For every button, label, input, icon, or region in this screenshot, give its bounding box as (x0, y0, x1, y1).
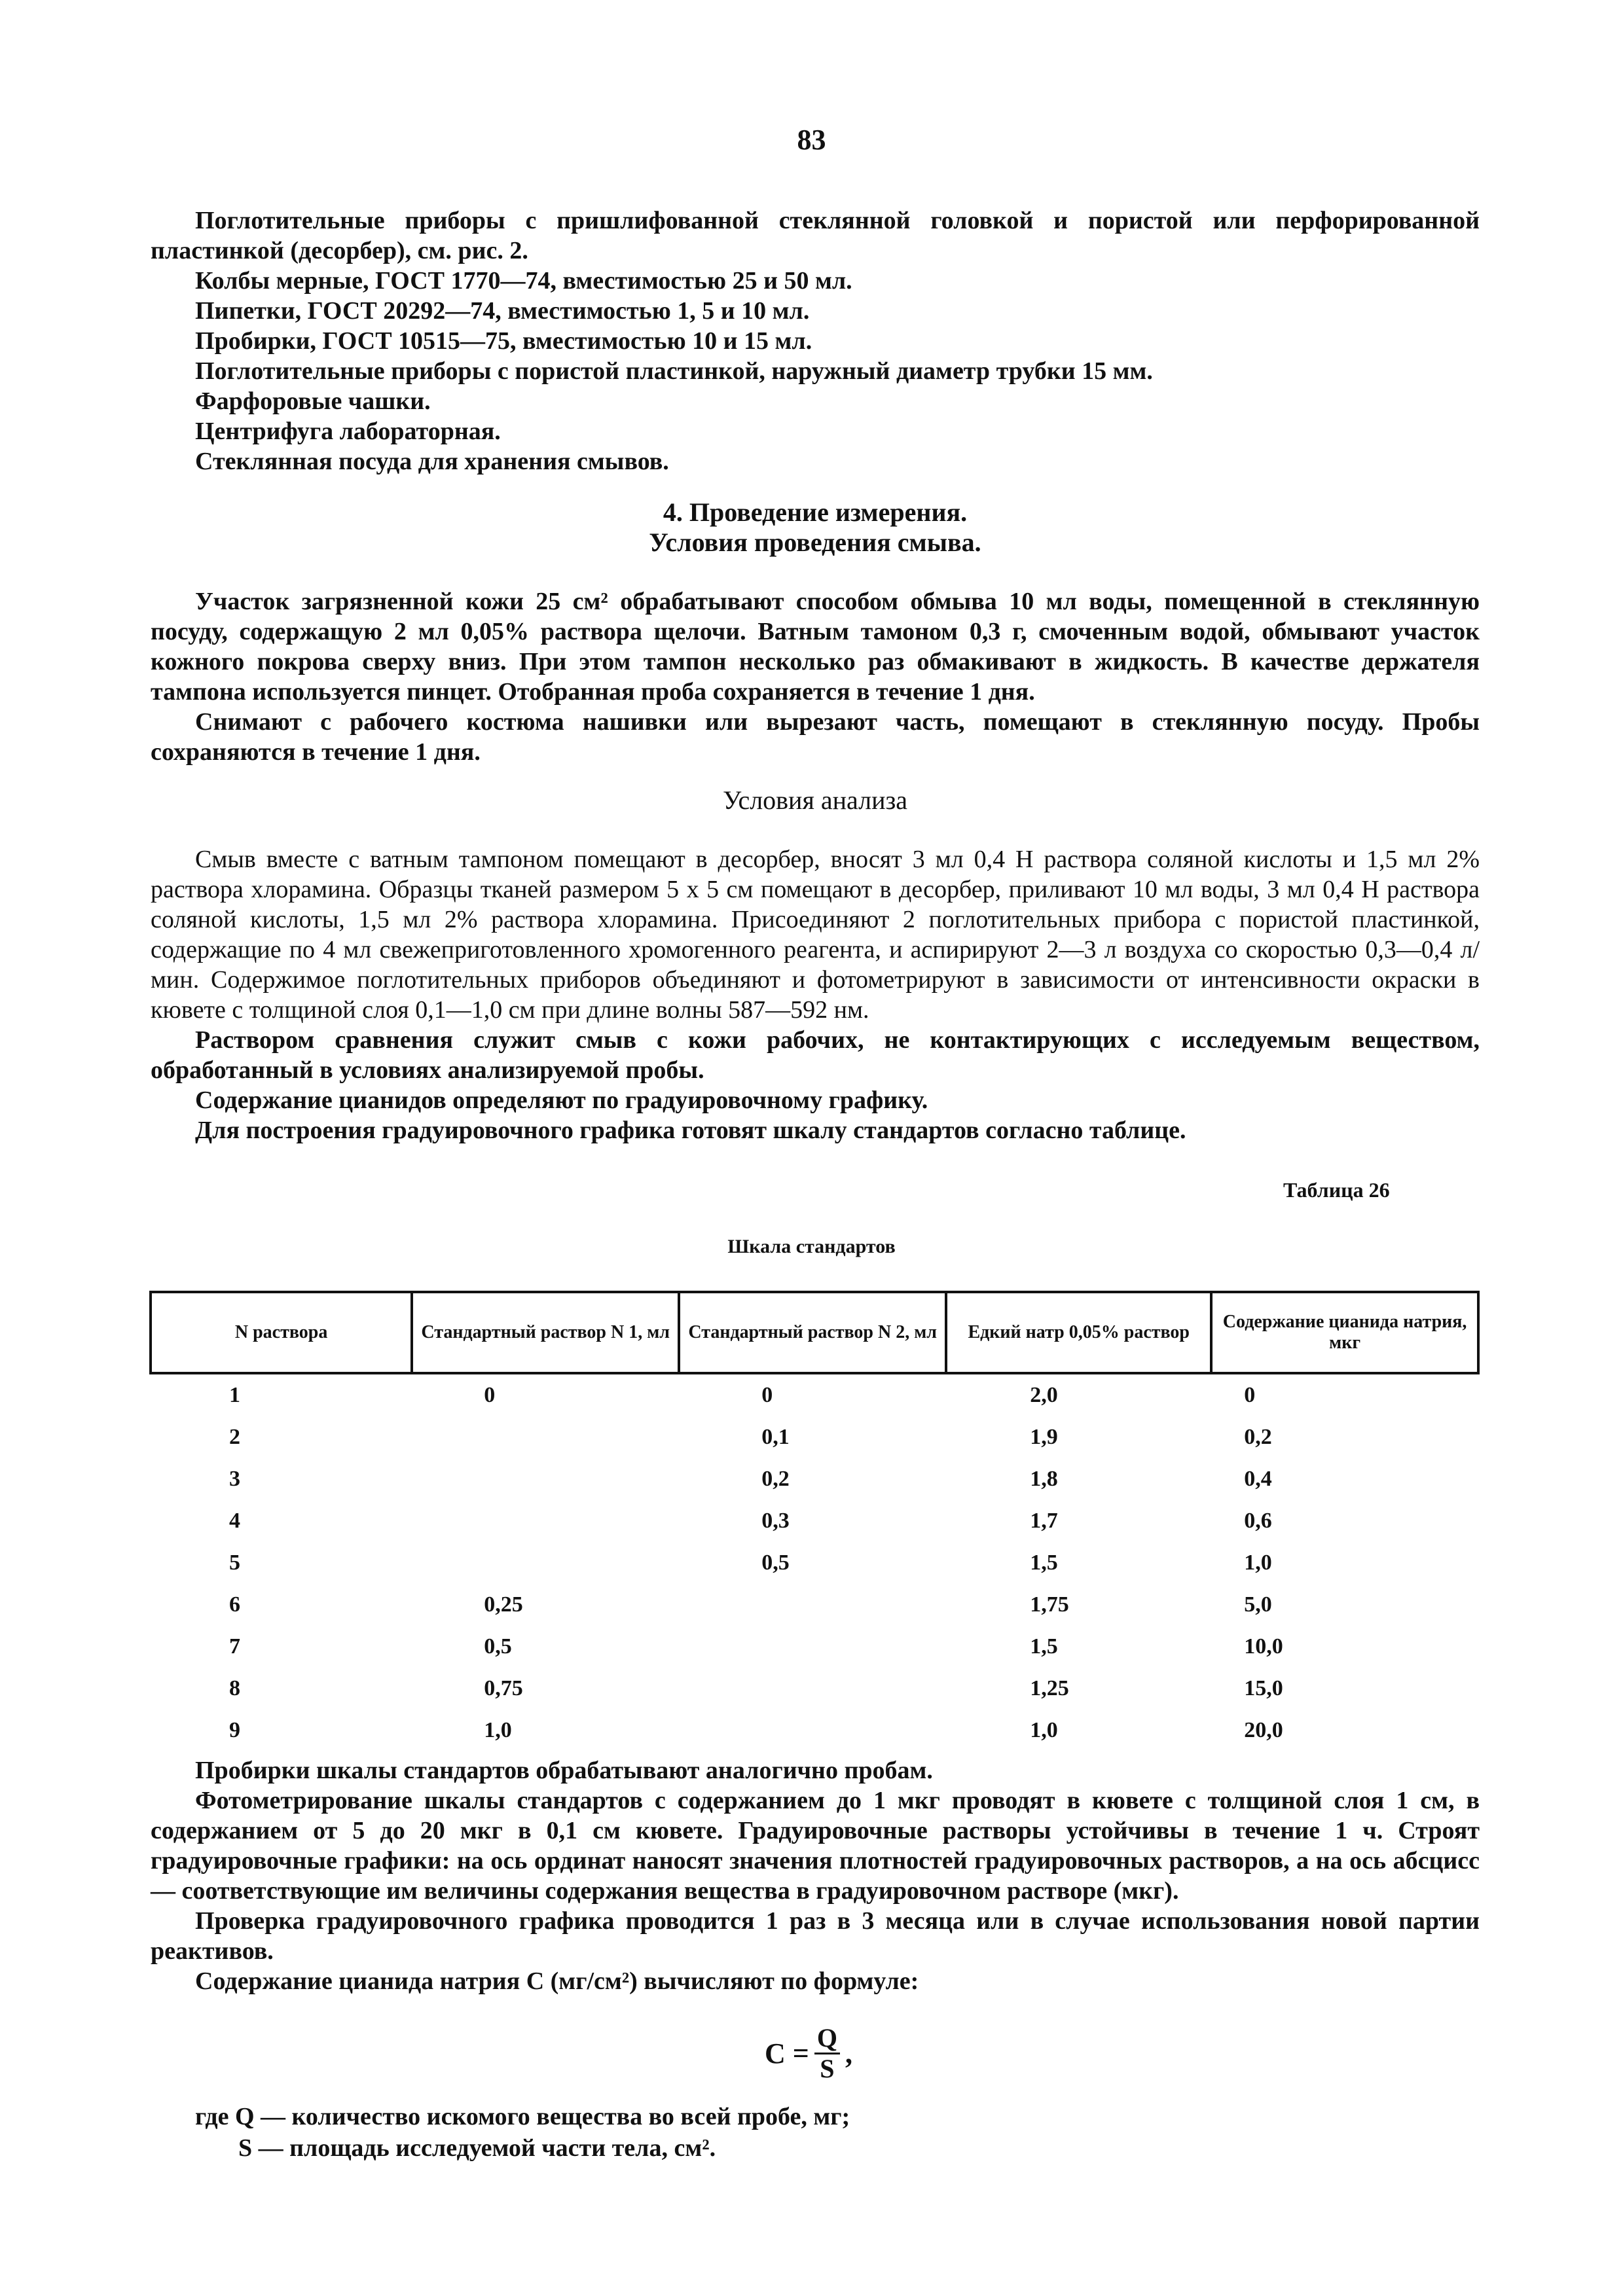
analysis-text (151, 844, 1480, 1145)
subsection-heading (151, 785, 1480, 816)
section-heading (151, 497, 1480, 558)
table-cell: 1 (229, 1383, 240, 1407)
table-row (151, 1584, 1478, 1626)
table-cell: 5,0 (1244, 1592, 1272, 1617)
table-cell: 0,5 (761, 1551, 790, 1575)
header-cell: Стандартный раствор N 2, мл (679, 1292, 946, 1373)
table-cell: 7 (229, 1634, 240, 1659)
table-row (151, 1500, 1478, 1542)
table-cell: 9 (229, 1718, 240, 1742)
table-cell (679, 1668, 946, 1710)
table-row (151, 1626, 1478, 1668)
table-cell: 0,25 (484, 1592, 523, 1617)
formula-legend (195, 2101, 850, 2164)
paragraph: Снимают с рабочего костюма нашивки или вырезают часть, помещают в стеклянную посуду. Пробы сохраняются в течение 1 дня. (151, 708, 1480, 766)
equipment-item: Стеклянная посуда для хранения смывов. (195, 448, 669, 475)
paragraph: Смыв вместе с ватным тампоном помещают в десорбер, вносят 3 мл 0,4 Н раствора соляной кислоты и 1,5 мл 2% раствора хлорамина. Образцы тканей размером 5 х 5 см помещают в десорбер, приливают 10 мл воды, 3 мл 0,4 Н раствора соляной кислоты, 1,5 мл 2% раствора хлорамина. Присоединяют 2 поглотительных прибора с пористой пластинкой, содержащие по 4 мл свежеприготовленного хромогенного реагента, и аспирируют 2—3 л воздуха со скоростью 0,3—0,4 л/мин. Содержимое поглотительных приборов объединяют и фотометрируют в зависимости от интенсивности окраски в кювете с толщиной слоя 0,1—1,0 см при длине волны 587—592 нм. (151, 846, 1480, 1024)
formula-tail: , (845, 2037, 852, 2070)
equipment-item: Фарфоровые чашки. (195, 387, 431, 415)
section-heading-line: 4. Проведение измерения. (663, 497, 968, 527)
equipment-item: Центрифуга лабораторная. (195, 418, 501, 445)
legend-line: где Q — количество искомого вещества во всей пробе, мг; (195, 2103, 850, 2130)
table-row (151, 1458, 1478, 1500)
table-cell: 1,8 (1030, 1467, 1058, 1491)
equipment-item: Поглотительные приборы с пришлифованной стеклянной головкой и пористой или перфорированной пластинкой (десорбер), см. рис. 2. (151, 207, 1480, 264)
table-cell: 1,5 (1030, 1551, 1058, 1575)
table-cell: 1,5 (1030, 1634, 1058, 1659)
table-cell: 4 (229, 1509, 240, 1533)
table-cell: 1,9 (1030, 1425, 1058, 1449)
table-cell: 0,6 (1244, 1509, 1272, 1533)
paragraph: Содержание цианидов определяют по градуировочному графику. (195, 1086, 928, 1114)
post-table-text (151, 1755, 1480, 1996)
equipment-item: Пипетки, ГОСТ 20292—74, вместимостью 1, 5 и 10 мл. (195, 297, 810, 325)
table-cell: 6 (229, 1592, 240, 1617)
header-cell: N раствора (151, 1292, 412, 1373)
sampling-text (151, 586, 1480, 767)
equipment-list (151, 206, 1480, 476)
formula-denominator: S (820, 2054, 835, 2083)
paragraph: Пробирки шкалы стандартов обрабатывают аналогично пробам. (195, 1757, 933, 1784)
table-cell: 1,25 (1030, 1676, 1069, 1700)
table-cell: 0,1 (761, 1425, 790, 1449)
paragraph: Участок загрязненной кожи 25 см² обрабатывают способом обмыва 10 мл воды, помещенной в стеклянную посуду, содержащую 2 мл 0,05% раствора щелочи. Ватным тамоном 0,3 г, смоченным водой, обмывают участок кожного покрова сверху вниз. При этом тампон несколько раз обмакивают в жидкость. В качестве держателя тампона используется пинцет. Отобранная проба сохраняется в течение 1 дня. (151, 588, 1480, 706)
table-header-row (151, 1292, 1478, 1373)
page-number: 83 (797, 124, 826, 156)
table-row (151, 1542, 1478, 1584)
table-cell (679, 1626, 946, 1668)
table-caption: Шкала стандартов (727, 1236, 896, 1257)
table-cell: 1,0 (484, 1718, 512, 1742)
equipment-item: Колбы мерные, ГОСТ 1770—74, вместимостью 25 и 50 мл. (195, 267, 852, 295)
table-cell: 0,4 (1244, 1467, 1272, 1491)
paragraph: Содержание цианида натрия С (мг/см²) вычисляют по формуле: (195, 1967, 919, 1995)
table-cell: 1,7 (1030, 1509, 1058, 1533)
subsection-heading-text: Условия анализа (722, 785, 908, 815)
table-cell: 0,2 (1244, 1425, 1272, 1449)
formula-lhs: С = (765, 2037, 809, 2070)
paragraph: Проверка градуировочного графика проводится 1 раз в 3 месяца или в случае использования новой партии реактивов. (151, 1907, 1480, 1965)
table-cell: 0 (484, 1383, 496, 1407)
header-cell: Едкий натр 0,05% раствор (946, 1292, 1211, 1373)
header-cell: Содержание цианида натрия, мкг (1211, 1292, 1478, 1373)
table-cell: 0,75 (484, 1676, 523, 1700)
table-number: Таблица 26 (1283, 1178, 1390, 1202)
header-cell: Стандартный раствор N 1, мл (412, 1292, 679, 1373)
table-cell: 2 (229, 1425, 240, 1449)
table-cell: 0,5 (484, 1634, 512, 1659)
table-cell (412, 1458, 679, 1500)
formula-fraction (814, 2024, 840, 2083)
table-cell (412, 1500, 679, 1542)
equipment-item: Поглотительные приборы с пористой пластинкой, наружный диаметр трубки 15 мм. (195, 357, 1153, 385)
table-cell: 3 (229, 1467, 240, 1491)
paragraph: Для построения градуировочного графика готовят шкалу стандартов согласно таблице. (195, 1117, 1186, 1144)
formula (765, 2024, 852, 2083)
table-cell: 1,0 (1244, 1551, 1272, 1575)
table-cell: 0,2 (761, 1467, 790, 1491)
table-row (151, 1373, 1478, 1416)
section-heading-line: Условия проведения смыва. (649, 528, 981, 557)
formula-numerator: Q (814, 2024, 840, 2054)
table-cell: 20,0 (1244, 1718, 1283, 1742)
table-row (151, 1668, 1478, 1710)
paragraph: Фотометрирование шкалы стандартов с содержанием до 1 мкг проводят в кювете с толщиной слоя 1 см, в содержанием от 5 до 20 мкг в 0,1 см кювете. Градуировочные растворы устойчивы в течение 1 ч. Строят градуировочные графики: на ось ординат наносят значения плотностей градуировочных растворов, а на ось абсцисс — соответствующие им величины содержания вещества в градуировочном растворе (мкг). (151, 1787, 1480, 1905)
table-cell: 1,75 (1030, 1592, 1069, 1617)
paragraph: Раствором сравнения служит смыв с кожи рабочих, не контактирующих с исследуемым веществом, обработанный в условиях анализируемой пробы. (151, 1026, 1480, 1084)
table-cell: 5 (229, 1551, 240, 1575)
table-row (151, 1416, 1478, 1458)
table-cell: 0 (1244, 1383, 1256, 1407)
table-cell: 8 (229, 1676, 240, 1700)
equipment-item: Пробирки, ГОСТ 10515—75, вместимостью 10 и 15 мл. (195, 327, 812, 355)
table-cell: 1,0 (1030, 1718, 1058, 1742)
table-cell: 0 (761, 1383, 773, 1407)
table-cell: 10,0 (1244, 1634, 1283, 1659)
table-cell: 15,0 (1244, 1676, 1283, 1700)
table-cell: 2,0 (1030, 1383, 1058, 1407)
table-cell (412, 1416, 679, 1458)
table-cell (679, 1584, 946, 1626)
table-cell (679, 1710, 946, 1751)
table-row (151, 1710, 1478, 1751)
table-cell: 0,3 (761, 1509, 790, 1533)
table-cell (412, 1542, 679, 1584)
legend-line: S — площадь исследуемой части тела, см². (238, 2134, 716, 2162)
standards-table (149, 1291, 1480, 1751)
